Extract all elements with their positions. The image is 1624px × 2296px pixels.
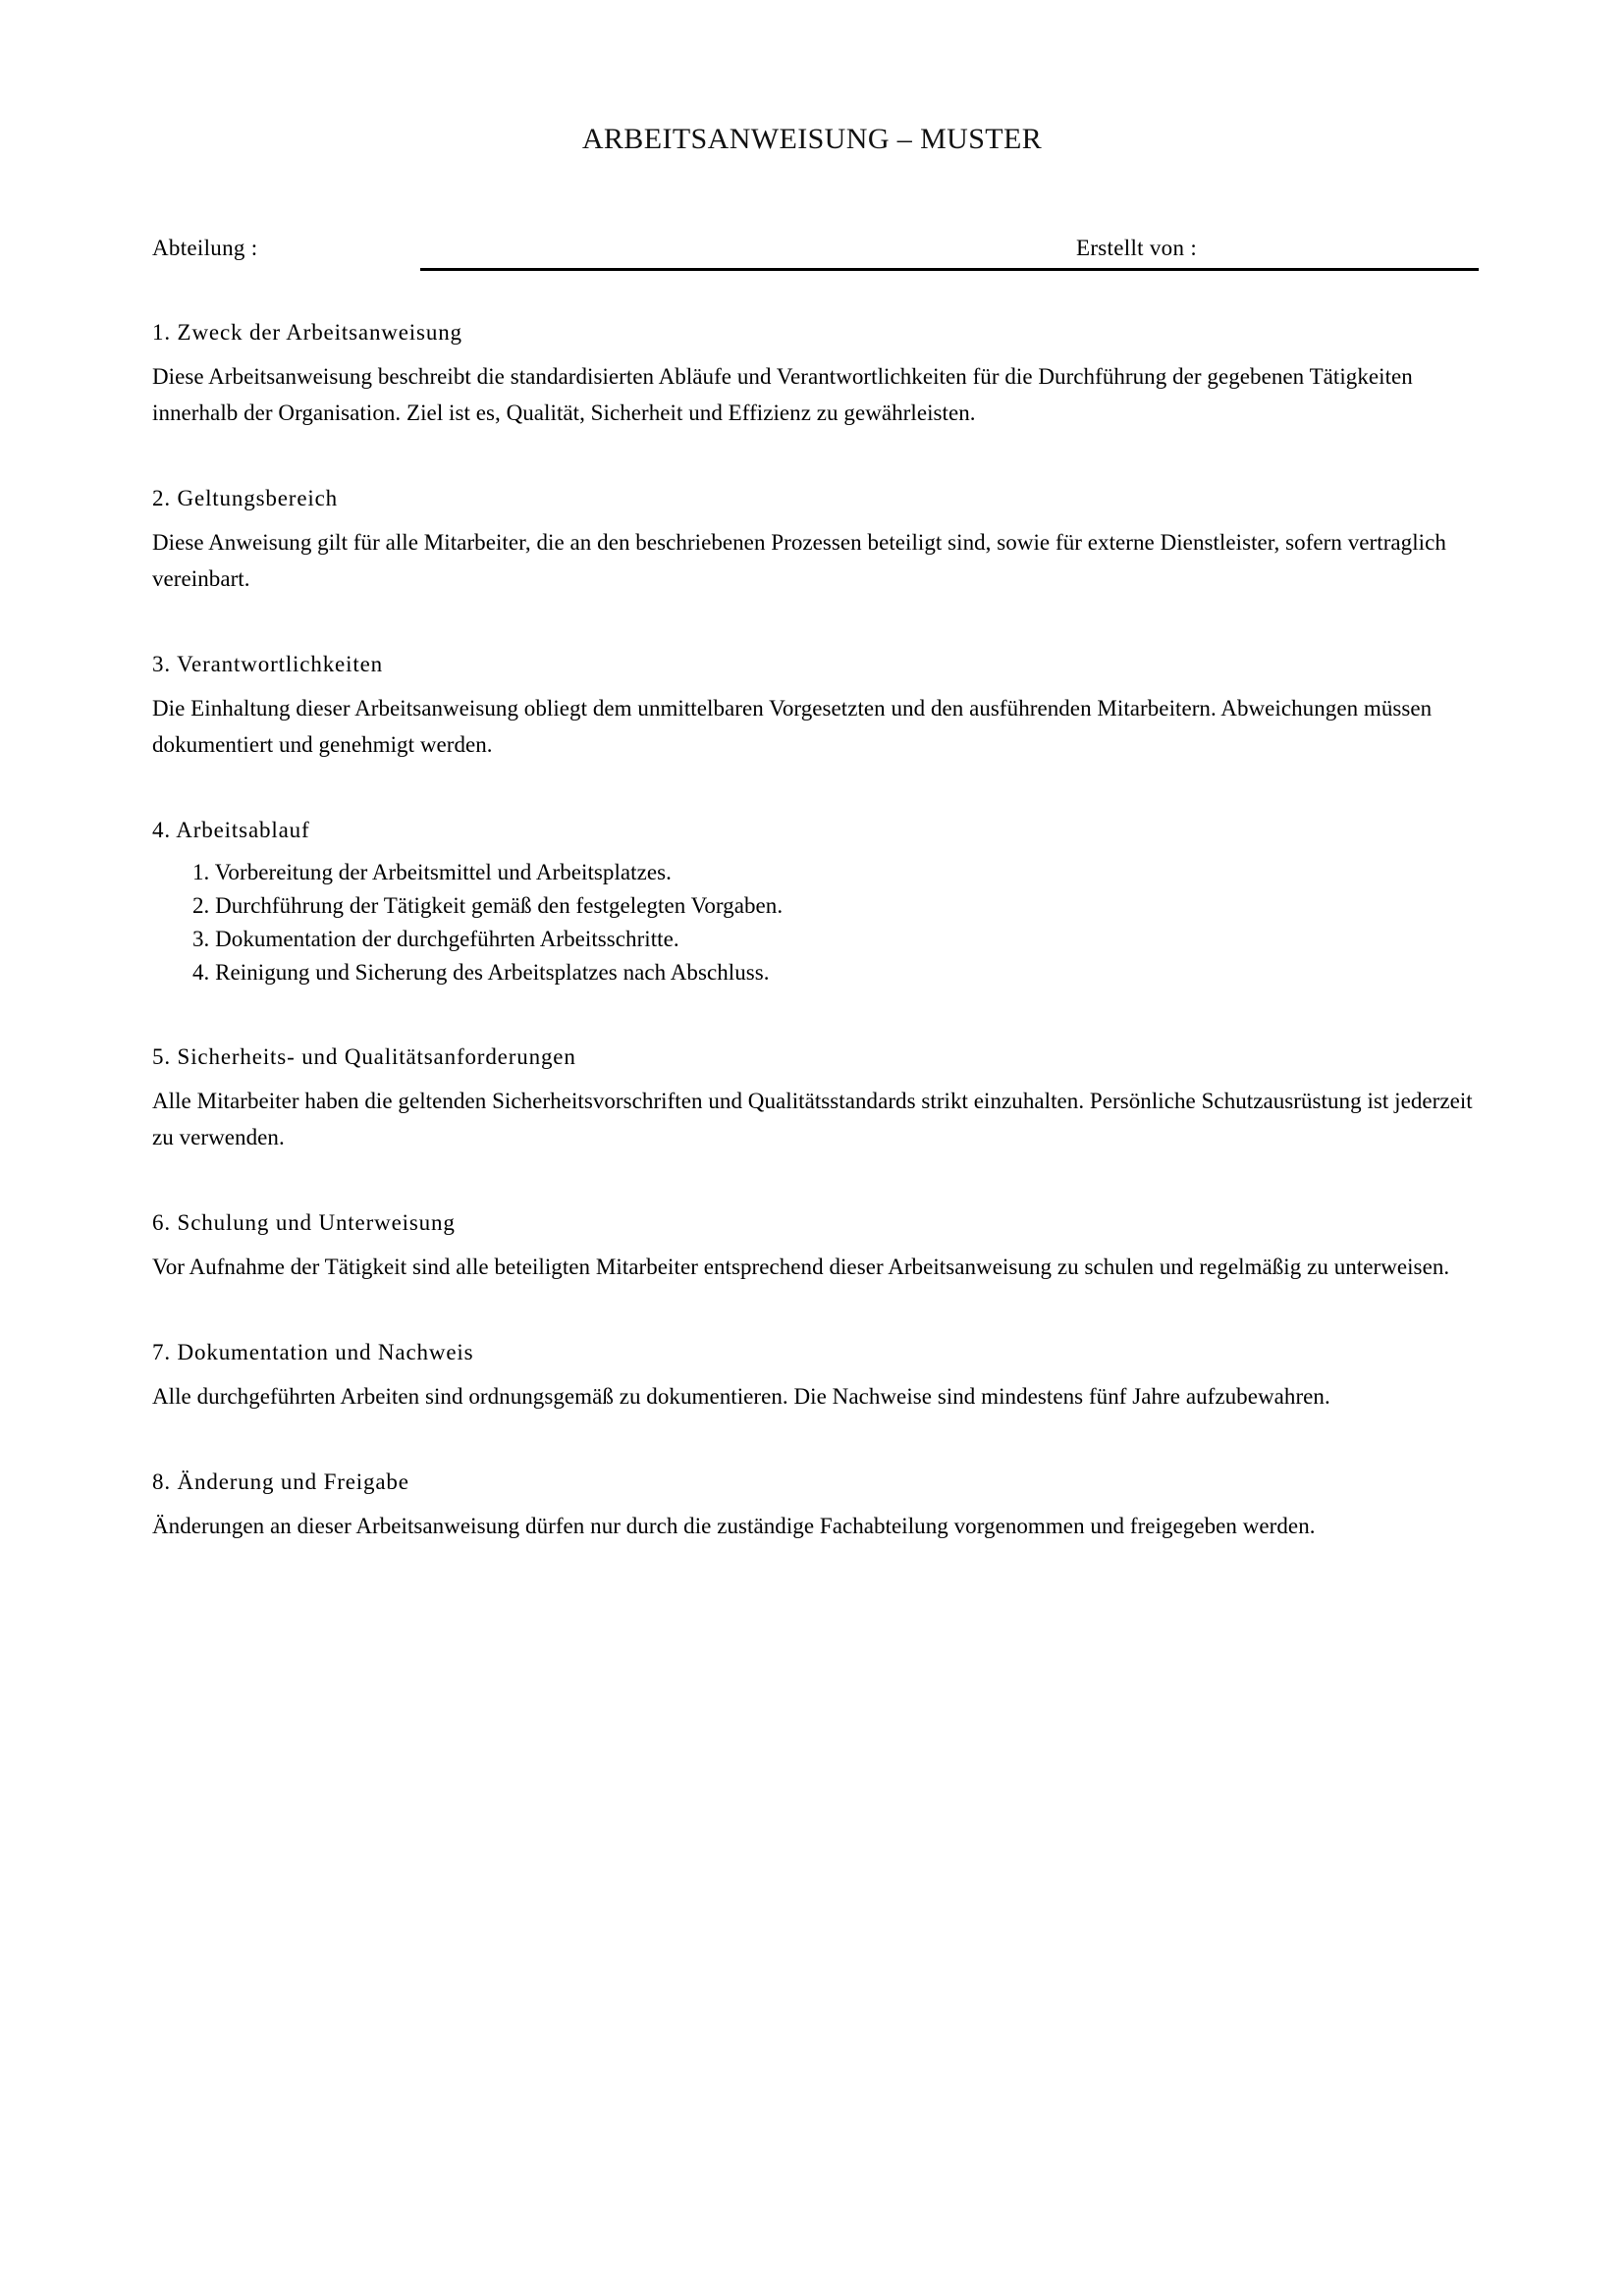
section-8-heading: 8. Änderung und Freigabe — [152, 1469, 409, 1494]
section-8 — [152, 1466, 1480, 1544]
section-2-heading: 2. Geltungsbereich — [152, 486, 339, 510]
section-4-heading: 4. Arbeitsablauf — [152, 818, 310, 842]
section-8-body: Änderungen an dieser Arbeitsanweisung dürfen nur durch die zuständige Fachabteilung vorgenommen und freigegeben werden. — [152, 1514, 1316, 1538]
section-7-body: Alle durchgeführten Arbeiten sind ordnungsgemäß zu dokumentieren. Die Nachweise sind mindestens fünf Jahre aufzubewahren. — [152, 1384, 1330, 1409]
section-1 — [152, 316, 1480, 431]
section-2 — [152, 482, 1480, 597]
section-4 — [152, 814, 1480, 989]
list-item: 4. Reinigung und Sicherung des Arbeitsplatzes nach Abschluss. — [192, 960, 770, 985]
section-6-body: Vor Aufnahme der Tätigkeit sind alle beteiligten Mitarbeiter entsprechend dieser Arbeitsanweisung zu schulen und regelmäßig zu unterweisen. — [152, 1255, 1450, 1279]
section-5 — [152, 1041, 1480, 1155]
section-6-heading: 6. Schulung und Unterweisung — [152, 1210, 456, 1235]
section-7-heading: 7. Dokumentation und Nachweis — [152, 1340, 474, 1364]
section-3-heading: 3. Verantwortlichkeiten — [152, 652, 384, 676]
section-3 — [152, 648, 1480, 763]
section-5-body: Alle Mitarbeiter haben die geltenden Sicherheitsvorschriften und Qualitätsstandards strikt einzuhalten. Persönliche Schutzausrüstung ist jederzeit zu verwenden. — [152, 1089, 1473, 1149]
list-item: 2. Durchführung der Tätigkeit gemäß den festgelegten Vorgaben. — [192, 893, 784, 918]
section-1-body: Diese Arbeitsanweisung beschreibt die standardisierten Abläufe und Verantwortlichkeiten für die Durchführung der gegebenen Tätigkeiten innerhalb der Organisation. Ziel ist es, Qualität, Sicherheit und Effizienz zu gewährleisten. — [152, 364, 1413, 425]
section-5-heading: 5. Sicherheits- und Qualitätsanforderungen — [152, 1044, 576, 1069]
erstellt-von-label: Erstellt von : — [1076, 236, 1198, 260]
arbeitsablauf-step-list — [152, 856, 1480, 989]
page-title: ARBEITSANWEISUNG – MUSTER — [581, 123, 1043, 155]
abteilung-label: Abteilung : — [152, 236, 258, 260]
document-body — [152, 316, 1480, 1544]
list-item: 1. Vorbereitung der Arbeitsmittel und Arbeitsplatzes. — [192, 860, 672, 884]
section-3-body: Die Einhaltung dieser Arbeitsanweisung obliegt dem unmittelbaren Vorgesetzten und den ausführenden Mitarbeitern. Abweichungen müssen dokumentiert und genehmigt werden. — [152, 696, 1433, 757]
section-1-heading: 1. Zweck der Arbeitsanweisung — [152, 320, 462, 345]
document-header-row — [0, 234, 1624, 277]
section-6 — [152, 1206, 1480, 1285]
header-signature-rule — [420, 268, 1479, 271]
section-7 — [152, 1336, 1480, 1415]
list-item: 3. Dokumentation der durchgeführten Arbeitsschritte. — [192, 927, 679, 951]
section-2-body: Diese Anweisung gilt für alle Mitarbeiter, die an den beschriebenen Prozessen beteiligt sind, sowie für externe Dienstleister, sofern vertraglich vereinbart. — [152, 530, 1446, 591]
